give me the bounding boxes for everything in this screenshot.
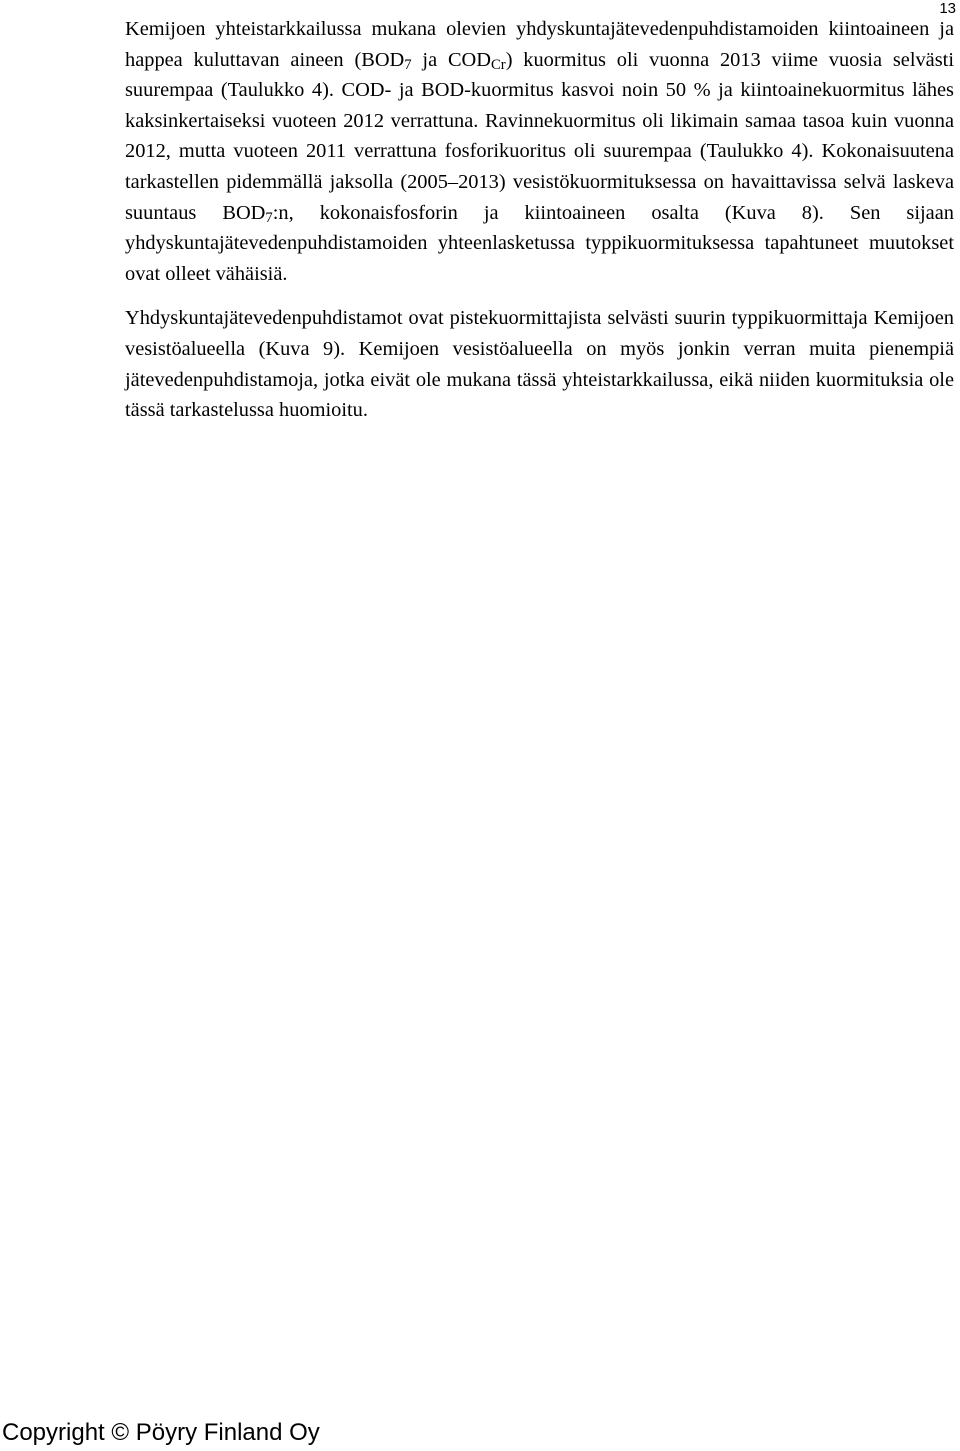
cod-subscript: Cr: [491, 56, 506, 73]
paragraph-1-part-c: ) kuormitus oli vuonna 2013 viime vuosia selvästi suurempaa (Taulukko 4). COD- ja BOD-kuormitus kasvoi noin 50 % ja kiintoainekuormitus lähes kaksinkertaiseksi vuoteen 2012 verrattuna. Ravinnekuormitus oli likimain samaa tasoa kuin vuonna 2012, mutta vuoteen 2011 verrattuna fosforikuoritus oli suurempaa (Taulukko 4). Kokonaisuutena tarkastellen pidemmällä jaksolla (2005–2013) vesistökuormituksessa on havaittavissa selvä laskeva suuntaus BOD: [125, 48, 954, 224]
bod-subscript-2: 7: [265, 209, 273, 226]
paragraph-2: Yhdyskuntajätevedenpuhdistamot ovat pistekuormittajista selvästi suurin typpikuormittaja Kemijoen vesistöalueella (Kuva 9). Kemijoen vesistöalueella on myös jonkin verran muita pienempiä jätevedenpuhdistamoja, jotka eivät ole mukana tässä yhteistarkkailussa, eikä niiden kuormituksia ole tässä tarkastelussa huomioitu.: [125, 307, 954, 422]
paragraph-1-part-b: ja COD: [411, 48, 492, 71]
page-number: 13: [939, 0, 956, 17]
paragraph-1-part-a: Kemijoen yhteistarkkailussa mukana olevien yhdyskuntajätevedenpuhdistamoiden kiintoaineen ja happea kuluttavan aineen (BOD: [125, 18, 954, 71]
paragraph-1: [125, 14, 954, 289]
bod-subscript: 7: [404, 56, 412, 73]
footer-copyright: Copyright © Pöyry Finland Oy: [2, 1419, 320, 1446]
paragraph-1-part-d: :n, kokonaisfosforin ja kiintoaineen osalta (Kuva 8). Sen sijaan yhdyskuntajätevedenpuhdistamoiden yhteenlasketussa typpikuormituksessa tapahtuneet muutokset ovat olleet vähäisiä.: [125, 201, 954, 285]
body-text: [125, 14, 954, 440]
